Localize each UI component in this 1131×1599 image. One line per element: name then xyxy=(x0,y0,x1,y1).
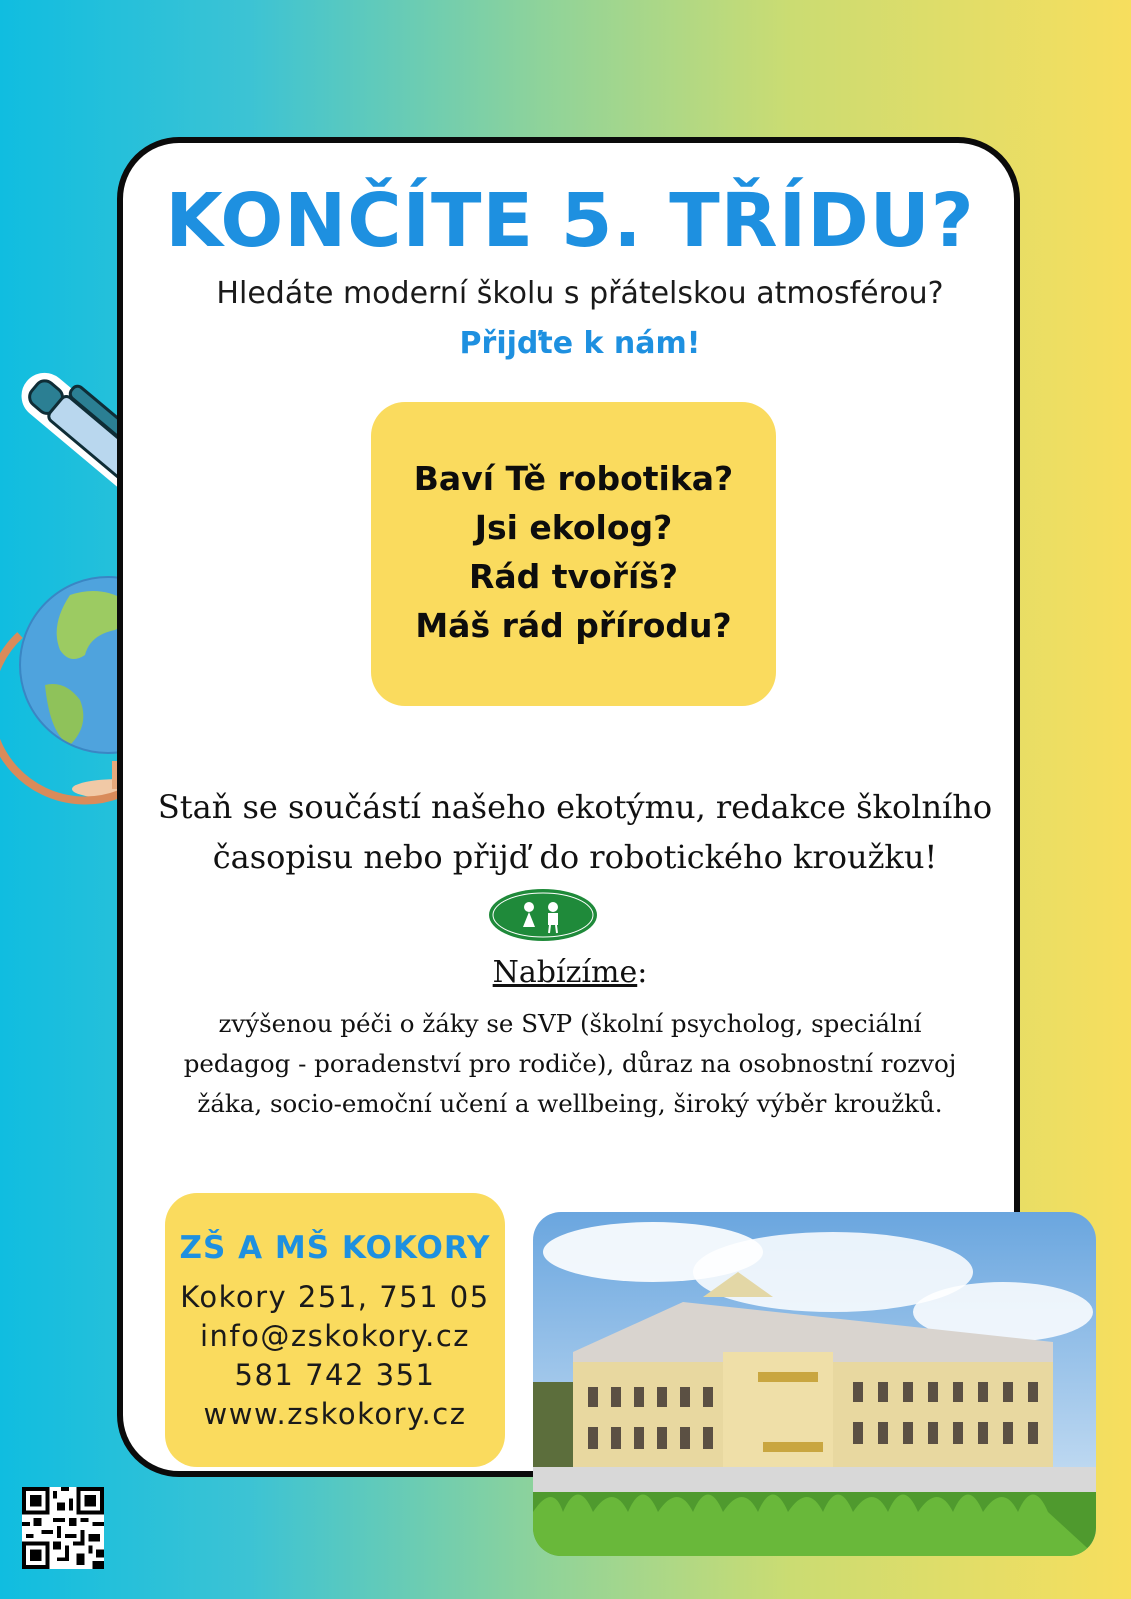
offer-text xyxy=(135,1004,1005,1124)
question-item: Máš rád přírodu? xyxy=(415,606,732,645)
school-name: ZŠ A MŠ KOKORY xyxy=(179,1230,491,1266)
join-text xyxy=(150,782,1000,882)
phone[interactable]: 581 742 351 xyxy=(234,1358,436,1392)
headline: KONČÍTE 5. TŘÍDU? xyxy=(165,178,975,264)
school-building-photo xyxy=(533,1212,1096,1556)
offer-heading xyxy=(130,955,1010,990)
offer-heading-label: Nabízíme xyxy=(492,955,638,990)
join-line: Staň se součástí našeho ekotýmu, redakce školního xyxy=(157,788,993,826)
question-item: Baví Tě robotika? xyxy=(413,459,734,498)
subheadline: Hledáte moderní školu s přátelskou atmosférou? xyxy=(216,276,944,311)
offer-heading-colon: : xyxy=(637,955,648,990)
call-to-action: Přijďte k nám! xyxy=(459,326,701,361)
offer-line: pedagog - poradenství pro rodiče), důraz na osobnostní rozvoj xyxy=(183,1049,957,1078)
address: Kokory 251, 751 05 xyxy=(180,1280,490,1314)
offer-line: zvýšenou péči o žáky se SVP (školní psycholog, speciální xyxy=(218,1009,922,1038)
website[interactable]: www.zskokory.cz xyxy=(203,1397,467,1431)
join-line: časopisu nebo přijď do robotického kroužku! xyxy=(212,838,938,876)
qr-code-icon[interactable] xyxy=(22,1487,104,1569)
questions-box xyxy=(371,402,776,706)
school-logo xyxy=(487,887,599,943)
email[interactable]: info@zskokory.cz xyxy=(199,1319,471,1353)
contact-box xyxy=(165,1193,505,1467)
offer-line: žáka, socio-emoční učení a wellbeing, široký výběr kroužků. xyxy=(197,1089,943,1118)
question-item: Rád tvoříš? xyxy=(468,557,679,596)
question-item: Jsi ekolog? xyxy=(474,508,673,547)
